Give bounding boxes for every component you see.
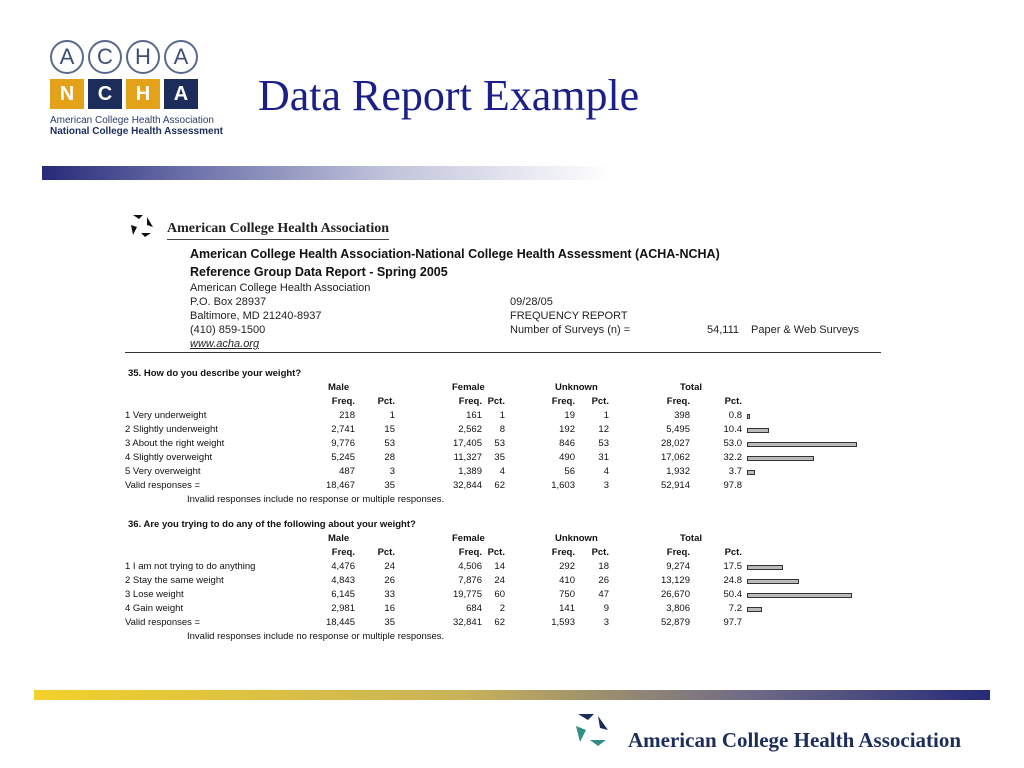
cell-tf: 17,062 (660, 452, 690, 463)
cell-fp: 8 (499, 424, 505, 435)
valid-uf: 1,593 (551, 617, 575, 628)
cell-mp: 24 (384, 561, 395, 572)
col-header-unknown: Unknown (555, 533, 598, 544)
cell-ff: 11,327 (453, 452, 482, 463)
cell-tp: 7.2 (728, 603, 742, 614)
valid-mp: 35 (384, 617, 395, 628)
cell-up: 31 (598, 452, 609, 463)
cell-mp: 16 (384, 603, 395, 614)
cell-tf: 5,495 (666, 424, 690, 435)
cell-mp: 28 (384, 452, 395, 463)
cell-uf: 56 (564, 466, 575, 477)
surveys-type: Paper & Web Surveys (751, 324, 860, 336)
cell-tp: 10.4 (723, 424, 742, 435)
valid-mf: 18,467 (325, 480, 355, 491)
cell-uf: 490 (559, 452, 575, 463)
valid-tp: 97.8 (723, 480, 742, 491)
cell-uf: 292 (559, 561, 575, 572)
valid-tf: 52,914 (660, 480, 690, 491)
row-label: 2 Stay the same weight (125, 575, 224, 586)
row-label: 1 Very underweight (125, 410, 207, 421)
footer-org-name: American College Health Association (628, 728, 962, 752)
col-header-freq: Freq. (551, 396, 575, 407)
footer-bar (34, 690, 990, 700)
cell-up: 12 (598, 424, 609, 435)
cell-mf: 218 (339, 410, 355, 421)
logo-circle-letter: A (50, 40, 84, 74)
cell-ff: 684 (466, 603, 482, 614)
question-title: 36. Are you trying to do any of the following about your weight? (128, 519, 416, 530)
row-label: 1 I am not trying to do anything (125, 561, 256, 572)
cell-mf: 2,741 (331, 424, 355, 435)
cell-tp: 3.7 (728, 466, 742, 477)
valid-tp: 97.7 (723, 617, 742, 628)
cell-ff: 4,506 (458, 561, 482, 572)
acha-mark-icon (574, 712, 612, 748)
cell-mp: 1 (389, 410, 395, 421)
col-header-pct: Pct. (377, 547, 395, 558)
total-pct-bar (747, 579, 799, 584)
row-label: 3 About the right weight (125, 438, 225, 449)
cell-up: 26 (598, 575, 609, 586)
acha-mark-icon (127, 213, 157, 239)
address-line: American College Health Association (190, 282, 371, 294)
col-header-unknown: Unknown (555, 382, 598, 393)
cell-tp: 0.8 (728, 410, 742, 421)
col-header-pct: Pct. (591, 547, 609, 558)
title-underline-bar (42, 166, 612, 180)
cell-uf: 750 (559, 589, 575, 600)
total-pct-bar (747, 442, 857, 447)
logo-circle-letter: H (126, 40, 160, 74)
valid-fp: 62 (494, 480, 505, 491)
cell-uf: 192 (559, 424, 575, 435)
cell-up: 18 (598, 561, 609, 572)
row-label: 5 Very overweight (125, 466, 201, 477)
col-header-male: Male (328, 533, 350, 544)
cell-tp: 24.8 (723, 575, 742, 586)
logo-block-letter: N (50, 79, 84, 109)
valid-ff: 32,841 (452, 617, 482, 628)
col-header-pct: Pct. (591, 396, 609, 407)
total-pct-bar (747, 428, 769, 433)
cell-ff: 19,775 (452, 589, 482, 600)
valid-mf: 18,445 (325, 617, 355, 628)
cell-up: 9 (603, 603, 609, 614)
cell-fp: 53 (494, 438, 505, 449)
cell-ff: 7,876 (458, 575, 482, 586)
total-pct-bar (747, 607, 762, 612)
col-header-total: Total (680, 533, 702, 544)
row-label: 4 Slightly overweight (125, 452, 213, 463)
cell-tp: 50.4 (723, 589, 742, 600)
cell-up: 4 (603, 466, 609, 477)
row-label: 2 Slightly underweight (125, 424, 218, 435)
doc-subtitle: Reference Group Data Report - Spring 2005 (190, 265, 448, 279)
col-header-freq: Freq. (551, 547, 575, 558)
report-scan (125, 205, 885, 655)
cell-mf: 6,145 (331, 589, 355, 600)
valid-fp: 62 (494, 617, 505, 628)
total-pct-bar (747, 565, 783, 570)
col-header-male: Male (328, 382, 350, 393)
col-header-pct: Pct. (724, 547, 742, 558)
logo-subtitle: American College Health Association (50, 115, 214, 126)
col-header-freq: Freq. (666, 547, 690, 558)
cell-tf: 28,027 (660, 438, 690, 449)
cell-uf: 846 (559, 438, 575, 449)
total-pct-bar (747, 414, 750, 419)
cell-mp: 3 (389, 466, 395, 477)
cell-tp: 53.0 (723, 438, 742, 449)
cell-tf: 9,274 (666, 561, 690, 572)
logo-block-letter: C (88, 79, 122, 109)
cell-ff: 17,405 (452, 438, 482, 449)
cell-tf: 26,670 (660, 589, 690, 600)
cell-mf: 2,981 (331, 603, 355, 614)
cell-tp: 17.5 (723, 561, 742, 572)
surveys-value: 54,111 (707, 324, 740, 336)
logo-circle-letter: C (88, 40, 122, 74)
cell-uf: 410 (559, 575, 575, 586)
cell-tf: 1,932 (666, 466, 690, 477)
valid-label: Valid responses = (125, 480, 201, 491)
logo-subtitle-bold: National College Health Assessment (50, 126, 224, 137)
valid-ff: 32,844 (452, 480, 482, 491)
cell-uf: 19 (564, 410, 575, 421)
invalid-note: Invalid responses include no response or multiple responses. (187, 631, 445, 642)
cell-mp: 26 (384, 575, 395, 586)
row-label: 3 Lose weight (125, 589, 184, 600)
col-header-freq: Freq. (458, 396, 482, 407)
cell-mf: 4,476 (331, 561, 355, 572)
header-rule (125, 352, 881, 353)
col-header-freq: Freq. (666, 396, 690, 407)
address-line: (410) 859-1500 (190, 324, 266, 336)
cell-mp: 53 (384, 438, 395, 449)
surveys-label: Number of Surveys (n) = (510, 324, 631, 336)
report-date: 09/28/05 (510, 296, 553, 308)
cell-mf: 9,776 (331, 438, 355, 449)
col-header-female: Female (452, 382, 485, 393)
valid-tf: 52,879 (660, 617, 690, 628)
address-line: P.O. Box 28937 (190, 296, 267, 308)
logo-circle-row (50, 40, 232, 74)
valid-uf: 1,603 (551, 480, 575, 491)
cell-up: 53 (598, 438, 609, 449)
cell-tp: 32.2 (723, 452, 742, 463)
cell-tf: 398 (674, 410, 690, 421)
address-line: Baltimore, MD 21240-8937 (190, 310, 322, 322)
logo-circle-letter: A (164, 40, 198, 74)
col-header-pct: Pct. (487, 547, 505, 558)
cell-ff: 1,389 (458, 466, 482, 477)
col-header-pct: Pct. (724, 396, 742, 407)
cell-fp: 14 (494, 561, 505, 572)
cell-tf: 3,806 (666, 603, 690, 614)
doc-org-name: American College Health Association (167, 221, 389, 240)
valid-mp: 35 (384, 480, 395, 491)
total-pct-bar (747, 470, 755, 475)
cell-mf: 4,843 (331, 575, 355, 586)
valid-up: 3 (603, 480, 609, 491)
cell-up: 1 (603, 410, 609, 421)
logo-block-letter: A (164, 79, 198, 109)
total-pct-bar (747, 456, 814, 461)
cell-fp: 35 (494, 452, 505, 463)
col-header-freq: Freq. (331, 396, 355, 407)
cell-fp: 1 (499, 410, 505, 421)
cell-tf: 13,129 (660, 575, 690, 586)
col-header-female: Female (452, 533, 485, 544)
cell-ff: 161 (466, 410, 482, 421)
cell-fp: 60 (494, 589, 505, 600)
logo-block-row (50, 79, 232, 109)
cell-mp: 33 (384, 589, 395, 600)
cell-up: 47 (598, 589, 609, 600)
website-link[interactable]: www.acha.org (190, 338, 260, 350)
valid-label: Valid responses = (125, 617, 201, 628)
cell-mf: 487 (339, 466, 355, 477)
cell-mp: 15 (384, 424, 395, 435)
col-header-total: Total (680, 382, 702, 393)
valid-up: 3 (603, 617, 609, 628)
invalid-note: Invalid responses include no response or multiple responses. (187, 494, 445, 505)
cell-fp: 4 (499, 466, 505, 477)
logo-block-letter: H (126, 79, 160, 109)
cell-ff: 2,562 (458, 424, 482, 435)
doc-title: American College Health Association-National College Health Assessment (ACHA-NCHA) (190, 247, 720, 261)
report-type: FREQUENCY REPORT (510, 310, 628, 322)
col-header-freq: Freq. (331, 547, 355, 558)
acha-ncha-logo (50, 40, 232, 150)
cell-fp: 24 (494, 575, 505, 586)
col-header-pct: Pct. (377, 396, 395, 407)
row-label: 4 Gain weight (125, 603, 184, 614)
total-pct-bar (747, 593, 852, 598)
slide-title: Data Report Example (258, 71, 640, 120)
col-header-pct: Pct. (487, 396, 505, 407)
col-header-freq: Freq. (458, 547, 482, 558)
cell-mf: 5,245 (331, 452, 355, 463)
question-title: 35. How do you describe your weight? (128, 368, 302, 379)
cell-fp: 2 (499, 603, 505, 614)
cell-uf: 141 (559, 603, 575, 614)
